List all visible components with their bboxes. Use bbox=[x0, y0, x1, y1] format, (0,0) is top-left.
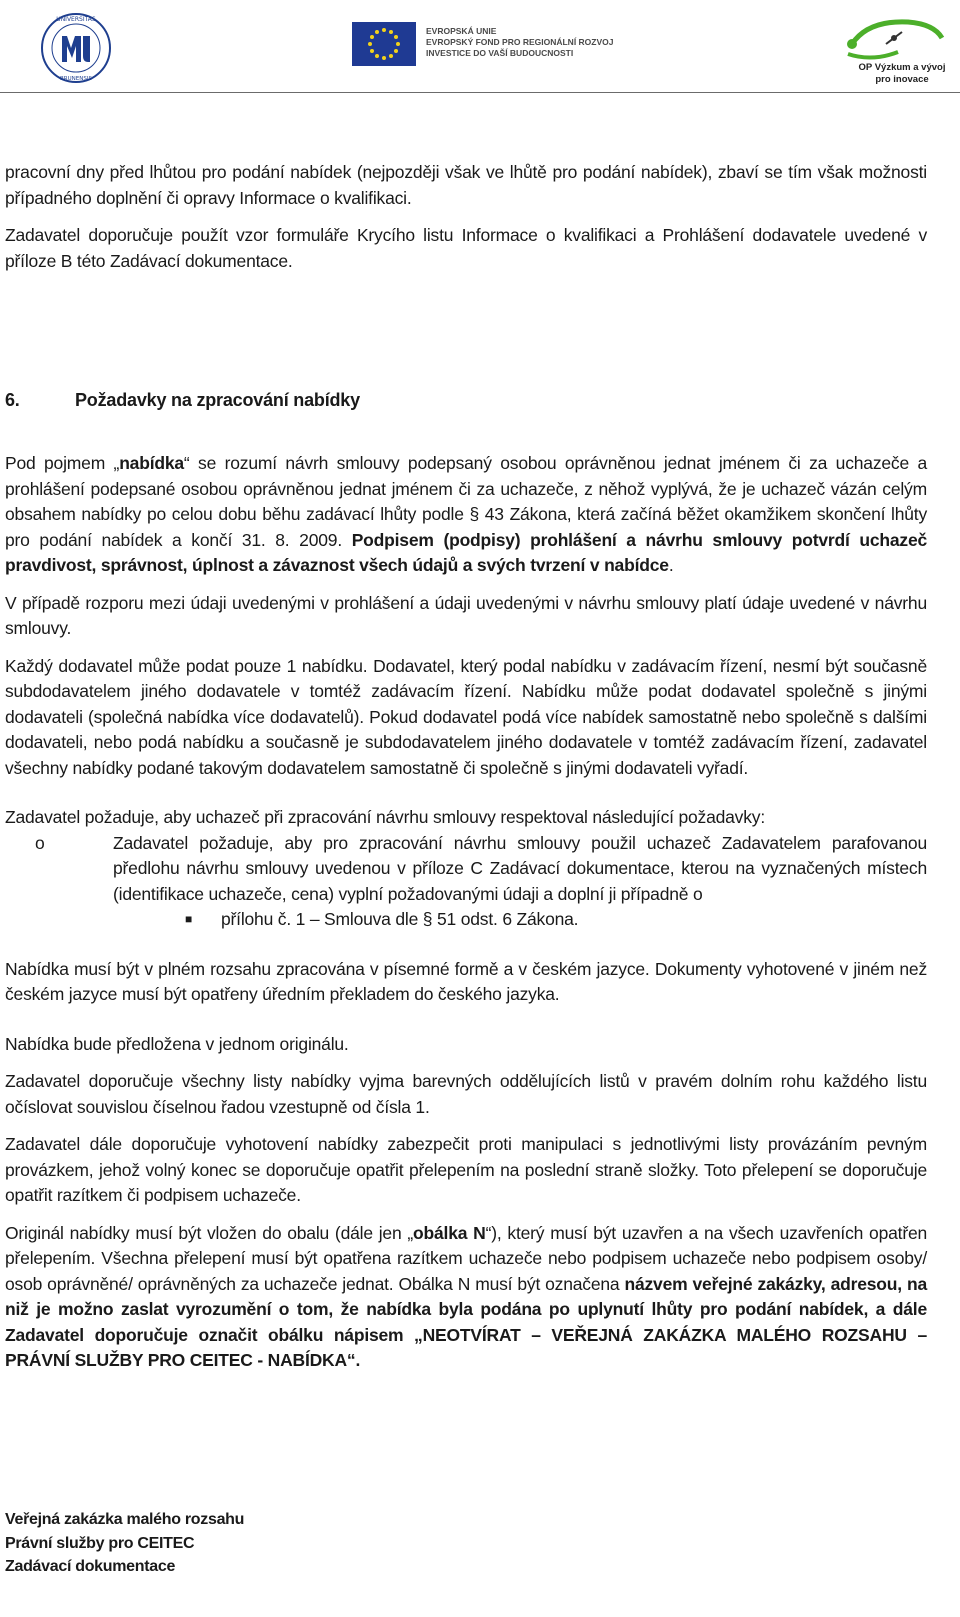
paragraph: Zadavatel doporučuje použít vzor formuláře Krycího listu Informace o kvalifikaci a Prohlášení dodavatele uvedené v příloze B této Zadávací dokumentace. bbox=[5, 225, 927, 271]
text-run: “), který musí být uzavřen a na všech uzavřeních opatřen přelepením. Všechna přelepení musí být opatřena razítkem uchazeče nebo podpisem uchazeče nebo podpisem osoby/ osob oprávněné/ oprávněných za uchazeče jednat. Obálka N musí být označena bbox=[5, 1222, 928, 1294]
page-header bbox=[0, 0, 960, 93]
op-caption-line: pro inovace bbox=[875, 74, 929, 85]
eu-flag-logo bbox=[352, 22, 416, 66]
bold-run: nabídka bbox=[119, 453, 184, 473]
paragraph: Každý dodavatel může podat pouze 1 nabídku. Dodavatel, který podal nabídku v zadávacím řízení, nesmí být současně subdodavatelem jiného dodavatele v tomtéž zadávacím řízení. Nabídku může podat dodavatel společně s jinými dodavateli (společná nabídka více dodavatelů). Pokud dodavatel podá více nabídek samostatně nebo společně s dalšími dodavateli, nebo podá nabídku a současně je subdodavatelem jiného dodavatele v tomtéž zadávacím řízení, zadavatel všechny nabídky podané takovým dodavatelem samostatně či společně s jinými dodavateli vyřadí. bbox=[5, 655, 927, 778]
eu-text-line: EVROPSKÁ UNIE bbox=[426, 26, 497, 36]
eu-text-line: INVESTICE DO VAŠÍ BUDOUCNOSTI bbox=[426, 48, 574, 58]
section-heading bbox=[5, 387, 927, 413]
footer-line: Právní služby pro CEITEC bbox=[5, 1534, 195, 1552]
bold-run: názvem veřejné zakázky, adresou, na niž je možno zaslat vyrozumění o tom, že nabídka byla podána po uplynutí lhůty pro podání nabídek, a dále Zadavatel doporučuje označit obálku nápisem „NEOTVÍRAT – VEŘEJNÁ ZAKÁZKA MALÉHO ROZSAHU – PRÁVNÍ SLUŽBY PRO CEITEC - NABÍDKA“. bbox=[5, 1273, 927, 1370]
paragraph bbox=[5, 1221, 927, 1374]
svg-text:UNIVERSITAS: UNIVERSITAS bbox=[56, 16, 96, 23]
university-seal-logo bbox=[40, 12, 112, 84]
section-number: 6. bbox=[5, 390, 20, 410]
paragraph: pracovní dny před lhůtou pro podání nabídek (nejpozději však ve lhůtě pro podání nabídek), zbaví se tím však možnosti případného doplnění či opravy Informace o kvalifikaci. bbox=[5, 162, 927, 208]
text-run: . bbox=[668, 555, 674, 575]
text-run: Originál nabídky musí být vložen do obalu (dále jen „ bbox=[5, 1222, 414, 1243]
sub-list-item bbox=[185, 907, 927, 933]
paragraph: V případě rozporu mezi údaji uvedenými v prohlášení a údaji uvedenými v návrhu smlouvy platí údaje uvedené v návrhu smlouvy. bbox=[5, 592, 927, 638]
paragraph bbox=[5, 451, 927, 579]
eu-text-line: EVROPSKÝ FOND PRO REGIONÁLNÍ ROZVOJ bbox=[426, 37, 614, 47]
list-item-text: Zadavatel požaduje, aby pro zpracování návrhu smlouvy použil uchazeč Zadavatelem parafovanou předlohu návrhu smlouvy uvedenou v příloze C Zadávací dokumentace, kterou na vyznačených místech (identifikace uchazeče, cena) vyplní požadovanými údaji a doplní ji případně o bbox=[113, 832, 927, 904]
sub-list-item-text: přílohu č. 1 – Smlouva dle § 51 odst. 6 Zákona. bbox=[221, 909, 579, 929]
paragraph: Zadavatel dále doporučuje vyhotovení nabídky zabezpečit proti manipulaci s jednotlivými listy provázáním pevným provázkem, jehož volný konec se doporučuje opatřit přelepením na poslední straně složky. Toto přelepení se doporučuje opatřit razítkem či podpisem uchazeče. bbox=[5, 1134, 927, 1205]
text-run: “ se rozumí návrh smlouvy podepsaný osobou oprávněnou jednat jménem či za uchazeče a prohlášení podepsané osobou oprávněnou jednat jménem či za uchazeče, z něhož vyplývá, že je uchazeč vázán celým obsahem nabídky po celou dobu běhu zadávací lhůty podle § 43 Zákona, která začíná běžet okamžikem skončení lhůty pro podání nabídek a končí 31. 8. 2009. bbox=[5, 453, 927, 550]
paragraph: Nabídka bude předložena v jednom originálu. bbox=[5, 1033, 349, 1054]
bold-run: Podpisem (podpisy) prohlášení a návrhu smlouvy potvrdí uchazeč pravdivost, správnost, úplnost a závaznost všech údajů a svých tvrzení v nabídce bbox=[5, 529, 928, 575]
list-marker: o bbox=[35, 832, 45, 853]
svg-text:BRUNENSIS: BRUNENSIS bbox=[60, 76, 92, 82]
paragraph: Nabídka musí být v plném rozsahu zpracována v písemné formě a v českém jazyce. Dokumenty vyhotovené v jiném než českém jazyce musí být opatřeny úředním překladem do českého jazyka. bbox=[5, 958, 927, 1004]
paragraph: Zadavatel požaduje, aby uchazeč při zpracování návrhu smlouvy respektoval následující požadavky: bbox=[5, 807, 765, 827]
paragraph: Zadavatel doporučuje všechny listy nabídky vyjma barevných oddělujících listů v pravém dolním rohu každého listu očíslovat souvislou číselnou řadou vzestupně od čísla 1. bbox=[5, 1071, 927, 1117]
bold-run: obálka N bbox=[413, 1222, 486, 1243]
eu-fund-text bbox=[426, 26, 626, 59]
op-caption-line: OP Výzkum a vývoj bbox=[858, 62, 946, 73]
section-title: Požadavky na zpracování nabídky bbox=[75, 390, 360, 410]
footer-line: Zadávací dokumentace bbox=[5, 1558, 176, 1575]
footer-line: Veřejná zakázka malého rozsahu bbox=[5, 1511, 245, 1528]
text-run: Pod pojmem „ bbox=[5, 453, 120, 473]
document-body bbox=[5, 160, 927, 1374]
op-logo-caption bbox=[852, 62, 952, 86]
page-footer bbox=[5, 1508, 244, 1579]
square-bullet-icon: ■ bbox=[185, 912, 193, 926]
list-item bbox=[35, 831, 927, 908]
